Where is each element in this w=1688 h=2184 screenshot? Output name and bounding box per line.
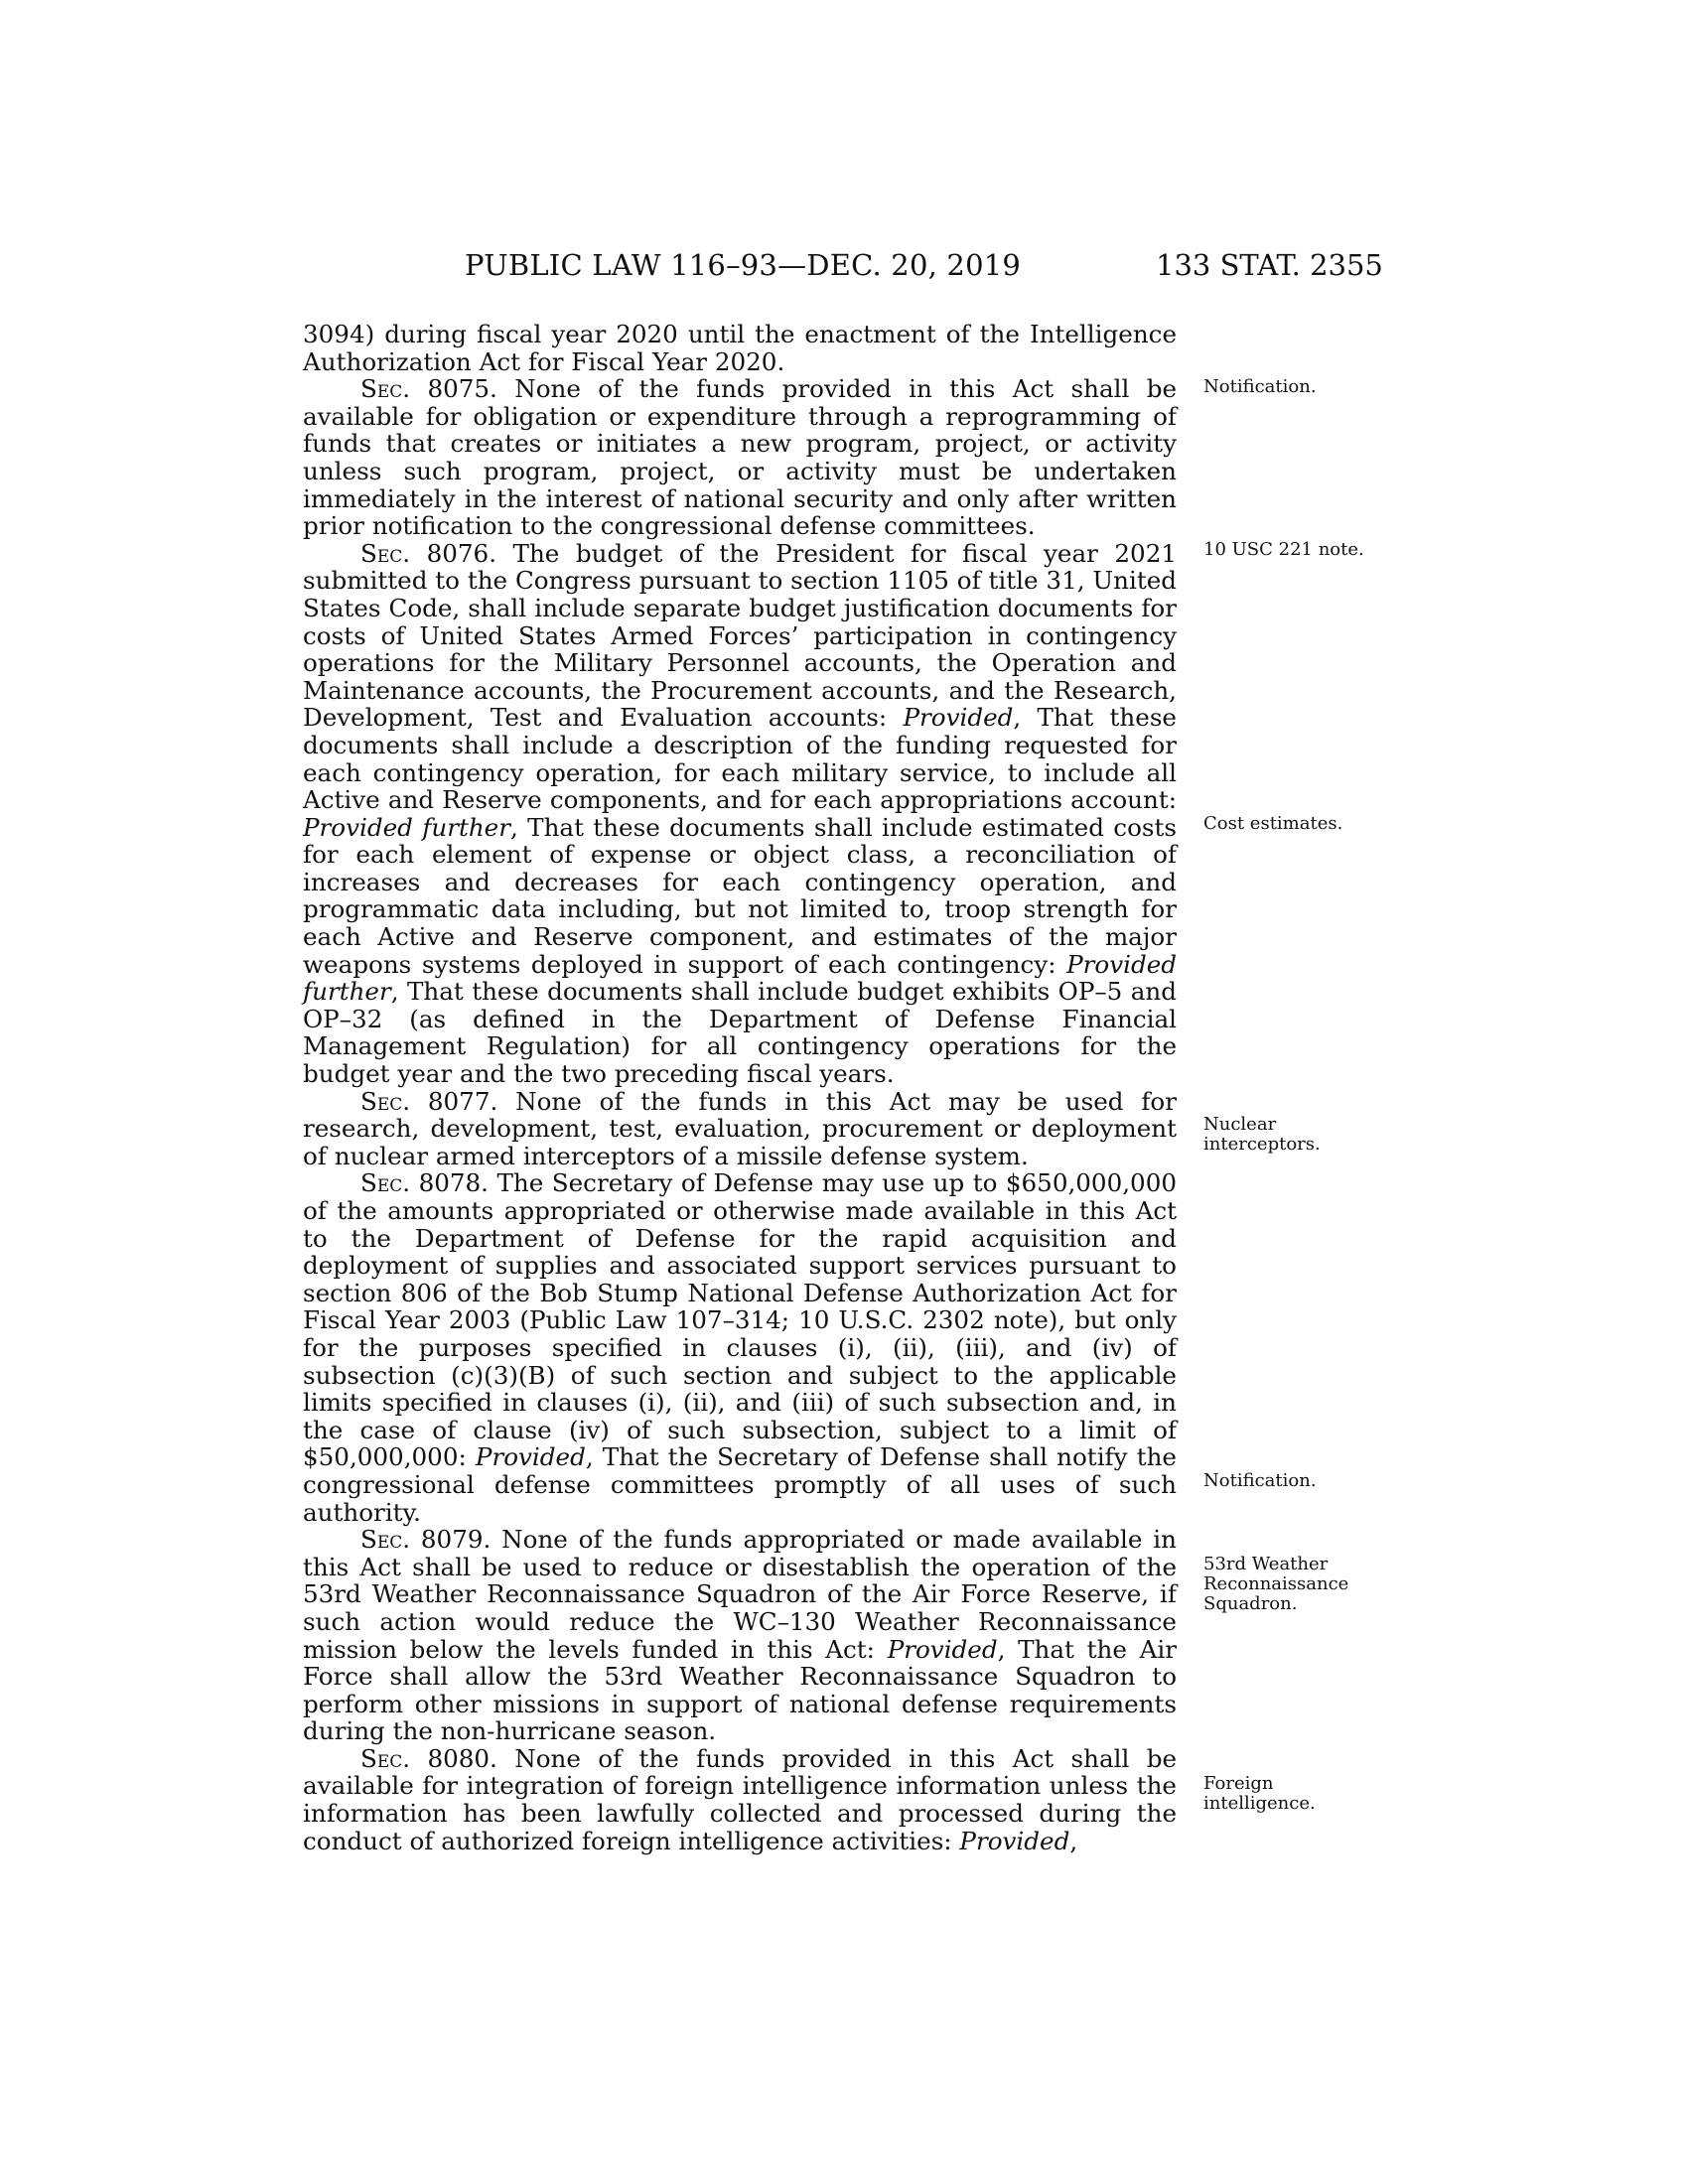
margin-note-notification: [1203, 377, 1392, 397]
margin-note-line: 10 USC 221 note.: [1203, 539, 1364, 560]
section-label: Sec.: [360, 1743, 411, 1773]
margin-note-line: Foreign: [1203, 1773, 1274, 1794]
paragraph-text: , That these documents shall include a description of the funding requested for each contingency operation, for each military service, to include all Active and Reserve components, and for each appropriations account:: [303, 703, 1177, 815]
paragraph-text: , That these documents shall include estimated costs for each element of expense or object class, a reconciliation of increases and decreases for each contingency operation, and programmatic data including, but not limited to, troop strength for each Active and Reserve component, and estimates of the major weapons systems deployed in support of each contingency:: [303, 812, 1178, 979]
paragraph-continuation: [303, 321, 1177, 375]
paragraph-text: , That the Air Force shall allow the 53rd Weather Reconnaissance Squadron to perform other missions in support of national defense requirements during the non-hurricane season.: [303, 1634, 1177, 1746]
proviso-italic: Provided: [475, 1442, 586, 1472]
margin-note-line: Squadron.: [1203, 1593, 1298, 1614]
margin-note-foreign-intelligence: [1203, 1774, 1392, 1814]
margin-note-line: Nuclear: [1203, 1114, 1277, 1135]
paragraph-text: 8080. None of the funds provided in this Act shall be available for integration of foreign intelligence information unless the information has been lawfully collected and processed during the conduct of authorized foreign intelligence activities:: [303, 1743, 1177, 1855]
paragraph-text: 8076. The budget of the President for fiscal year 2021 submitted to the Congress pursuant to section 1105 of title 31, United States Code, shall include separate budget justification documents for costs of United States Armed Forces’ participation in contingency operations for the Military Personnel accounts, the Operation and Maintenance accounts, the Procurement accounts, and the Research, Development, Test and Evaluation accounts:: [303, 538, 1177, 733]
paragraph-text: 8078. The Secretary of Defense may use up to $650,000,000 of the amounts appropriated or otherwise made available in this Act to the Department of Defense for the rapid acquisition and deployment of supplies and associated support services pursuant to section 806 of the Bob Stump National Defense Authorization Act for Fiscal Year 2003 (Public Law 107–314; 10 U.S.C. 2302 note), but only for the purposes specified in clauses (i), (ii), (iii), and (iv) of subsection (c)(3)(B) of such section and subject to the applicable limits specified in clauses (i), (ii), and (iii) of such subsection and, in the case of clause (iv) of such subsection, subject to a limit of $50,000,000:: [303, 1168, 1177, 1472]
margin-note-weather-squadron: [1203, 1555, 1392, 1614]
section-8076: [303, 540, 1177, 1088]
paragraph-text: , That the Secretary of Defense shall notify the congressional defense committees promptly of all uses of such authority.: [303, 1442, 1177, 1527]
section-8077: [303, 1088, 1177, 1170]
paragraph-text: 8079. None of the funds appropriated or made available in this Act shall be used to reduce or disestablish the operation of the 53rd Weather Reconnaissance Squadron of the Air Force Reserve, if such action would reduce the WC–130 Weather Reconnaissance mission below the levels funded in this Act:: [303, 1525, 1177, 1664]
section-8078: [303, 1169, 1177, 1526]
proviso-italic: Provided: [959, 1826, 1070, 1855]
margin-note-line: interceptors.: [1203, 1134, 1321, 1155]
proviso-italic: Provided further: [303, 812, 510, 842]
paragraph-text: 3094) during fiscal year 2020 until the enactment of the Intelligence Authorization Act for Fiscal Year 2020.: [303, 320, 1177, 376]
margin-note-line: Reconnaissance: [1203, 1573, 1349, 1594]
paragraph-text: , That these documents shall include budget exhibits OP–5 and OP–32 (as defined in the Department of Defense Financial Management Regulation) for all contingency operations for the budget year and the two preceding fiscal years.: [303, 977, 1177, 1089]
section-label: Sec.: [360, 374, 411, 404]
proviso-italic: Provided: [903, 703, 1014, 733]
section-label: Sec.: [360, 1086, 411, 1116]
margin-note-line: Notification.: [1203, 1470, 1317, 1491]
running-head-title: PUBLIC LAW 116–93—DEC. 20, 2019: [465, 248, 1022, 282]
section-label: Sec.: [360, 1525, 411, 1555]
proviso-italic: Provided further: [303, 949, 1177, 1007]
margin-note-line: intelligence.: [1203, 1793, 1316, 1814]
margin-note-line: Cost estimates.: [1203, 813, 1343, 834]
margin-note-nuclear-interceptors: [1203, 1115, 1392, 1155]
section-8079: [303, 1526, 1177, 1745]
section-label: Sec.: [360, 1168, 411, 1198]
section-label: Sec.: [360, 538, 411, 568]
paragraph-text: 8075. None of the funds provided in this Act shall be available for obligation or expenditure through a reprogramming of funds that creates or initiates a new program, project, or activity unless such program, project, or activity must be undertaken immediately in the interest of national security and only after written prior notification to the congressional defense committees.: [303, 374, 1177, 541]
margin-note-line: 53rd Weather: [1203, 1554, 1329, 1574]
statute-page-number: 133 STAT. 2355: [1156, 248, 1383, 282]
paragraph-text: 8077. None of the funds in this Act may be used for research, development, test, evaluation, procurement or deployment of nuclear armed interceptors of a missile defense system.: [303, 1086, 1177, 1170]
section-8080: [303, 1745, 1177, 1854]
section-8075: [303, 375, 1177, 540]
margin-note-cost-estimates: [1203, 814, 1392, 834]
margin-note-line: Notification.: [1203, 376, 1317, 397]
margin-note-usc-reference: [1203, 540, 1392, 560]
body-text: [303, 321, 1177, 1854]
proviso-italic: Provided: [887, 1634, 998, 1664]
margin-note-notification-2: [1203, 1471, 1392, 1491]
paragraph-text: ,: [1069, 1826, 1078, 1855]
page-header: [0, 248, 1688, 298]
